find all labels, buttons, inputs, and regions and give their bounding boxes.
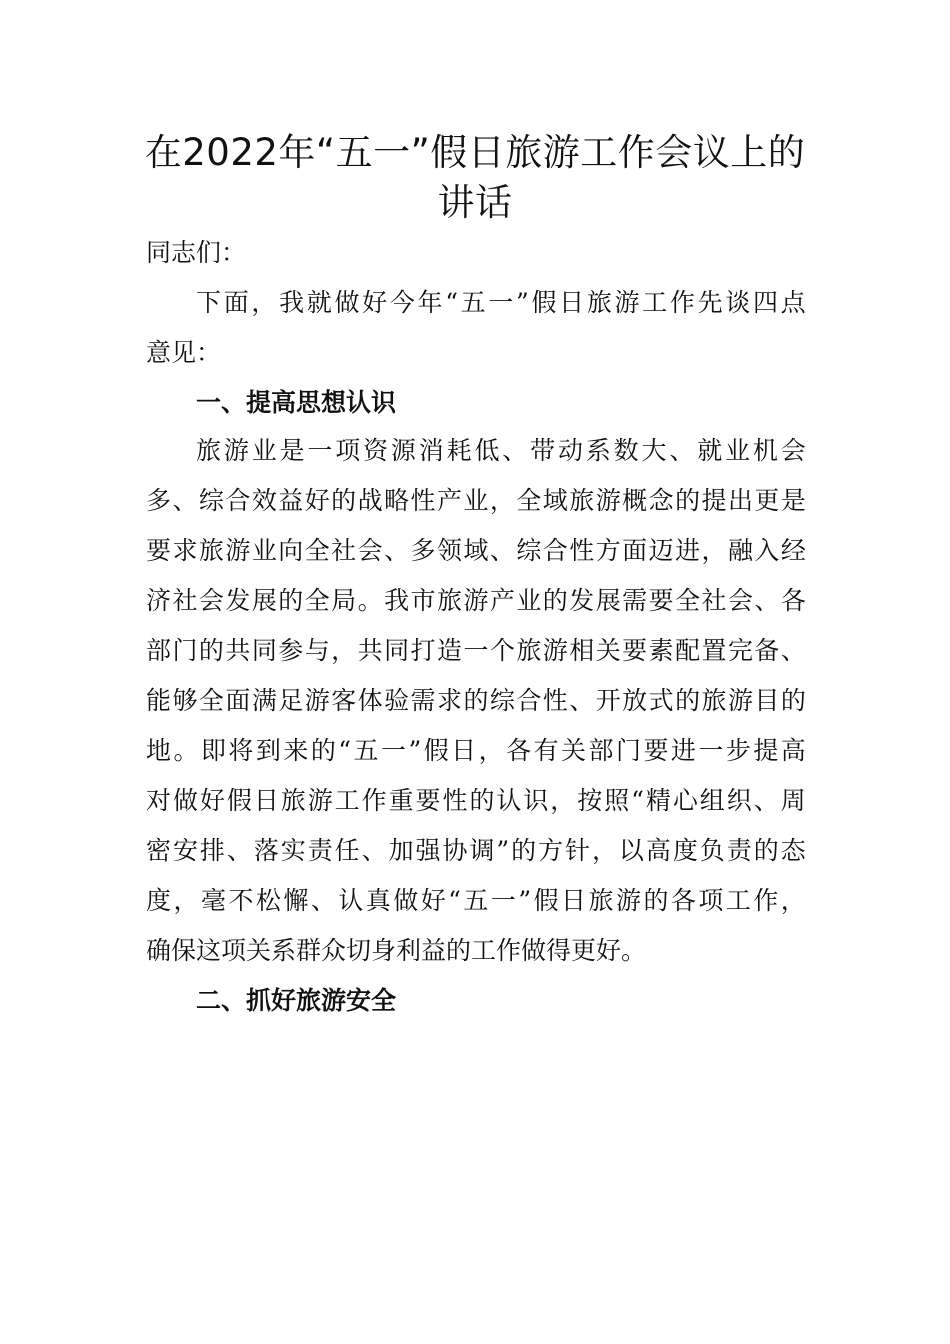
text-char: ， (591, 836, 617, 865)
text-char: 旅 (516, 636, 542, 665)
text-char: 多 (146, 486, 172, 515)
text-char: 今 (389, 288, 415, 317)
text-char: 好 (420, 886, 446, 915)
text-char: 出 (727, 486, 753, 515)
text-char: 济 (146, 586, 172, 615)
document-title-line-1: 在2022年“五一”假日旅游工作会议上的 (144, 131, 806, 174)
text-char: 四 (752, 288, 778, 317)
text-char: 识 (523, 786, 549, 815)
text-char: 是 (279, 436, 305, 465)
intro-line-2: 意见： (146, 338, 222, 367)
text-char: 益 (278, 486, 304, 515)
text-char: ， (780, 886, 806, 915)
text-char: 假 (531, 288, 557, 317)
text-char: 概 (622, 486, 648, 515)
text-char: 、 (569, 686, 595, 715)
text-char: ， (701, 536, 727, 565)
text-char: 日 (253, 786, 279, 815)
text-char: 念 (648, 486, 674, 515)
text-char: 、 (384, 536, 410, 565)
text-char: 经 (780, 536, 806, 565)
text-char: 假 (533, 886, 559, 915)
text-char: 的 (331, 486, 357, 515)
text-char: 下 (196, 288, 222, 317)
text-char: 五 (353, 736, 379, 765)
text-char: 精 (645, 786, 671, 815)
text-char: 对 (146, 786, 172, 815)
text-char: 旅 (588, 886, 614, 915)
text-char: 验 (384, 686, 410, 715)
text-char: 面 (225, 686, 251, 715)
text-char: 密 (146, 836, 172, 865)
text-char: 业 (251, 536, 277, 565)
text-char: 更 (754, 486, 780, 515)
text-char: ” (516, 288, 529, 317)
text-char: 旅 (196, 436, 222, 465)
text-char: 体 (357, 686, 383, 715)
text-char: 日 (561, 886, 587, 915)
text-char: 综 (489, 686, 515, 715)
text-char: ， (478, 736, 504, 765)
text-char: 要 (415, 786, 441, 815)
text-char: ， (173, 886, 199, 915)
text-char: 会 (727, 586, 753, 615)
text-char: 游 (463, 586, 489, 615)
text-char: 、 (780, 636, 806, 665)
text-char: 个 (489, 636, 515, 665)
text-char: 好 (199, 786, 225, 815)
text-char: 部 (588, 736, 614, 765)
text-char: 多 (410, 536, 436, 565)
text-char: 发 (225, 586, 251, 615)
text-char: ” (518, 886, 532, 915)
text-char: 门 (615, 736, 641, 765)
text-char: 的 (198, 636, 224, 665)
text-char: 的 (310, 736, 336, 765)
text-char: 调 (469, 836, 495, 865)
text-char: 融 (727, 536, 753, 565)
text-char: 好 (304, 486, 330, 515)
text-char: 懈 (283, 886, 309, 915)
text-char: 业 (725, 436, 751, 465)
text-char: 效 (251, 486, 277, 515)
text-char: 高 (645, 836, 671, 865)
text-char: 各 (506, 736, 532, 765)
text-char: 旅 (586, 288, 612, 317)
text-char: 作 (753, 886, 779, 915)
text-char: 源 (390, 436, 416, 465)
text-char: 客 (331, 686, 357, 715)
text-char: 领 (436, 536, 462, 565)
text-char: 针 (565, 836, 591, 865)
text-char: 好 (362, 288, 388, 317)
text-char: 性 (410, 486, 436, 515)
text-char: 是 (780, 486, 806, 515)
text-char: 合 (542, 536, 568, 565)
text-char: 作 (361, 786, 387, 815)
text-char: 五 (460, 288, 486, 317)
text-char: 全 (304, 536, 330, 565)
text-char: 备 (754, 636, 780, 665)
text-char: 满 (251, 686, 277, 715)
text-char: 局 (331, 586, 357, 615)
text-char: 游 (307, 786, 333, 815)
text-char: 耗 (446, 436, 472, 465)
text-char: 。 (173, 736, 199, 765)
text-char: 战 (357, 486, 383, 515)
text-char: 加 (388, 836, 414, 865)
text-char: 产 (436, 486, 462, 515)
text-char: 、 (669, 436, 695, 465)
text-char: 面 (622, 536, 648, 565)
text-char: 游 (304, 686, 330, 715)
text-char: “ (631, 786, 644, 815)
text-char: ， (489, 486, 515, 515)
text-char: 排 (199, 836, 225, 865)
text-char: 动 (557, 436, 583, 465)
text-char: “ (445, 288, 458, 317)
text-char: 数 (613, 436, 639, 465)
text-char: 综 (516, 536, 542, 565)
text-char: 、 (226, 836, 252, 865)
text-char: 产 (489, 586, 515, 615)
text-char: 游 (223, 436, 249, 465)
text-char: 低 (474, 436, 500, 465)
text-char: 重 (388, 786, 414, 815)
text-char: 的 (278, 586, 304, 615)
text-char: 毫 (200, 886, 226, 915)
text-char: 性 (542, 686, 568, 715)
text-char: 提 (701, 486, 727, 515)
text-char: 日 (451, 736, 477, 765)
text-char: 迈 (648, 536, 674, 565)
text-char: 做 (172, 786, 198, 815)
text-char: 业 (516, 586, 542, 615)
text-char: 将 (228, 736, 254, 765)
text-char: 一 (463, 636, 489, 665)
text-char: 、 (754, 586, 780, 615)
text-char: 即 (200, 736, 226, 765)
text-char: 的 (542, 586, 568, 615)
text-char: 需 (622, 586, 648, 615)
text-char: 全 (304, 586, 330, 615)
text-char: 发 (569, 586, 595, 615)
text-char: 的 (511, 836, 537, 865)
text-char: 强 (415, 836, 441, 865)
text-char: 来 (283, 736, 309, 765)
paragraph-1-line (146, 534, 806, 568)
text-char: 步 (725, 736, 751, 765)
text-char: 方 (595, 536, 621, 565)
paragraph-1-line (146, 684, 806, 718)
paragraph-1-line (196, 434, 806, 468)
text-char: 做 (334, 288, 360, 317)
text-char: 足 (278, 686, 304, 715)
text-char: 落 (253, 836, 279, 865)
text-char: 周 (780, 786, 806, 815)
text-char: 、 (753, 786, 779, 815)
text-char: 的 (643, 886, 669, 915)
text-char: 的 (753, 836, 779, 865)
text-char: 要 (146, 536, 172, 565)
text-char: 域 (542, 486, 568, 515)
text-char: 高 (780, 736, 806, 765)
text-char: 要 (622, 636, 648, 665)
text-char: 会 (198, 586, 224, 615)
document-title-line-2: 讲话 (437, 181, 513, 224)
text-char: 假 (423, 736, 449, 765)
text-char: “ (338, 736, 352, 765)
paragraph-1-line (146, 834, 806, 868)
paragraph-1-line (146, 634, 806, 668)
text-char: 、 (502, 436, 528, 465)
text-char: 作 (669, 288, 695, 317)
text-char: 我 (384, 586, 410, 615)
text-char: 游 (615, 886, 641, 915)
text-char: 地 (146, 736, 172, 765)
text-char: 责 (726, 836, 752, 865)
text-char: 、 (489, 536, 515, 565)
text-char: 共 (357, 636, 383, 665)
text-char: 机 (752, 436, 778, 465)
text-char: 有 (533, 736, 559, 765)
text-char: 认 (338, 886, 364, 915)
text-char: 年 (417, 288, 443, 317)
text-char: 游 (542, 636, 568, 665)
text-char: 放 (622, 686, 648, 715)
text-char: 要 (643, 736, 669, 765)
section-2-heading: 二、抓好旅游安全 (196, 986, 397, 1015)
text-char: 旅 (701, 686, 727, 715)
text-char: 一 (307, 436, 333, 465)
text-char: ” (408, 736, 422, 765)
text-char: 工 (725, 886, 751, 915)
text-char: 到 (255, 736, 281, 765)
text-char: 旅 (280, 786, 306, 815)
text-char: 大 (641, 436, 667, 465)
text-char: 进 (675, 536, 701, 565)
text-char: 关 (561, 736, 587, 765)
text-char: 度 (672, 836, 698, 865)
text-char: 按 (577, 786, 603, 815)
text-char: 项 (698, 886, 724, 915)
text-char: 方 (538, 836, 564, 865)
text-char: 造 (436, 636, 462, 665)
text-char: 项 (335, 436, 361, 465)
text-char: 同 (251, 636, 277, 665)
text-char: 一 (490, 886, 516, 915)
text-char: 就 (697, 436, 723, 465)
text-char: 、 (310, 886, 336, 915)
text-char: 一 (698, 736, 724, 765)
text-char: ， (331, 636, 357, 665)
paragraph-1-line (146, 784, 806, 818)
text-char: 略 (384, 486, 410, 515)
text-char: 部 (146, 636, 172, 665)
text-char: 置 (701, 636, 727, 665)
text-char: 共 (225, 636, 251, 665)
text-char: 度 (146, 886, 172, 915)
text-char: 工 (334, 786, 360, 815)
text-char: 不 (228, 886, 254, 915)
text-char: 旅 (436, 586, 462, 615)
paragraph-1-line (146, 484, 806, 518)
paragraph-1-line: 确保这项关系群众切身利益的工作做得更好。 (146, 936, 647, 965)
text-char: 、 (361, 836, 387, 865)
text-char: ， (550, 786, 576, 815)
text-char: 社 (172, 586, 198, 615)
text-char: 认 (496, 786, 522, 815)
text-char: 旅 (198, 536, 224, 565)
text-char: 要 (648, 586, 674, 615)
text-char: 全 (675, 586, 701, 615)
text-char: 就 (306, 288, 332, 317)
text-char: 先 (697, 288, 723, 317)
text-char: 的 (469, 786, 495, 815)
paragraph-1-line (146, 734, 806, 768)
text-char: 资 (363, 436, 389, 465)
text-char: 合 (225, 486, 251, 515)
text-char: 与 (304, 636, 330, 665)
intro-line-1 (196, 286, 806, 320)
text-char: 组 (699, 786, 725, 815)
text-char: 展 (595, 586, 621, 615)
text-char: 的 (675, 486, 701, 515)
text-char: 业 (251, 436, 277, 465)
text-char: 的 (463, 686, 489, 715)
text-char: 式 (648, 686, 674, 715)
text-char: 够 (172, 686, 198, 715)
paragraph-1-line (146, 584, 806, 618)
text-char: 社 (331, 536, 357, 565)
text-char: 态 (780, 836, 806, 865)
text-char: 综 (198, 486, 224, 515)
text-char: 照 (604, 786, 630, 815)
text-char: 协 (442, 836, 468, 865)
text-char: ， (251, 288, 277, 317)
text-char: 游 (595, 486, 621, 515)
text-char: “ (448, 886, 461, 915)
text-char: 能 (146, 686, 172, 715)
text-char: 求 (436, 686, 462, 715)
text-char: 各 (670, 886, 696, 915)
text-char: 同 (384, 636, 410, 665)
text-char: 点 (780, 288, 806, 317)
text-char: 松 (255, 886, 281, 915)
text-char: 的 (780, 686, 806, 715)
text-char: 相 (569, 636, 595, 665)
text-char: 性 (569, 536, 595, 565)
text-char: 、 (172, 486, 198, 515)
text-char: 游 (727, 686, 753, 715)
text-char: 游 (614, 288, 640, 317)
text-char: 各 (780, 586, 806, 615)
text-char: 假 (226, 786, 252, 815)
text-char: 需 (410, 686, 436, 715)
text-char: 完 (727, 636, 753, 665)
text-char: 的 (675, 686, 701, 715)
text-char: 一 (380, 736, 406, 765)
text-char: 素 (648, 636, 674, 665)
text-char: 提 (753, 736, 779, 765)
text-char: 安 (172, 836, 198, 865)
text-char: 域 (463, 536, 489, 565)
text-char: 真 (365, 886, 391, 915)
text-char: 进 (670, 736, 696, 765)
text-char: 参 (278, 636, 304, 665)
text-char: 展 (251, 586, 277, 615)
text-char: 游 (225, 536, 251, 565)
text-char: 开 (595, 686, 621, 715)
text-char: 五 (463, 886, 489, 915)
text-char: 全 (516, 486, 542, 515)
text-char: 向 (278, 536, 304, 565)
text-char: 。 (357, 586, 383, 615)
text-char: 市 (410, 586, 436, 615)
text-char: 目 (754, 686, 780, 715)
text-char: 会 (357, 536, 383, 565)
text-char: 打 (410, 636, 436, 665)
text-char: 面 (223, 288, 249, 317)
text-char: 求 (172, 536, 198, 565)
text-char: ” (496, 836, 510, 865)
text-char: 工 (642, 288, 668, 317)
text-char: 负 (699, 836, 725, 865)
text-char: 一 (488, 288, 514, 317)
text-char: 任 (334, 836, 360, 865)
text-char: 社 (701, 586, 727, 615)
text-char: 消 (418, 436, 444, 465)
text-char: 性 (442, 786, 468, 815)
text-char: 配 (675, 636, 701, 665)
text-char: 责 (307, 836, 333, 865)
text-char: 入 (754, 536, 780, 565)
salutation: 同志们： (146, 238, 247, 267)
section-1-heading: 一、提高思想认识 (196, 388, 397, 417)
text-char: 旅 (569, 486, 595, 515)
text-char: 合 (516, 686, 542, 715)
text-char: 关 (595, 636, 621, 665)
text-char: 会 (780, 436, 806, 465)
text-char: 织 (726, 786, 752, 815)
text-char: 做 (393, 886, 419, 915)
text-char: 带 (530, 436, 556, 465)
text-char: 业 (463, 486, 489, 515)
text-char: 心 (672, 786, 698, 815)
text-char: 日 (559, 288, 585, 317)
text-char: 实 (280, 836, 306, 865)
text-char: 谈 (725, 288, 751, 317)
text-char: 系 (585, 436, 611, 465)
text-char: 门 (172, 636, 198, 665)
text-char: 以 (618, 836, 644, 865)
paragraph-1-line (146, 884, 806, 918)
text-char: 全 (198, 686, 224, 715)
text-char: 我 (279, 288, 305, 317)
